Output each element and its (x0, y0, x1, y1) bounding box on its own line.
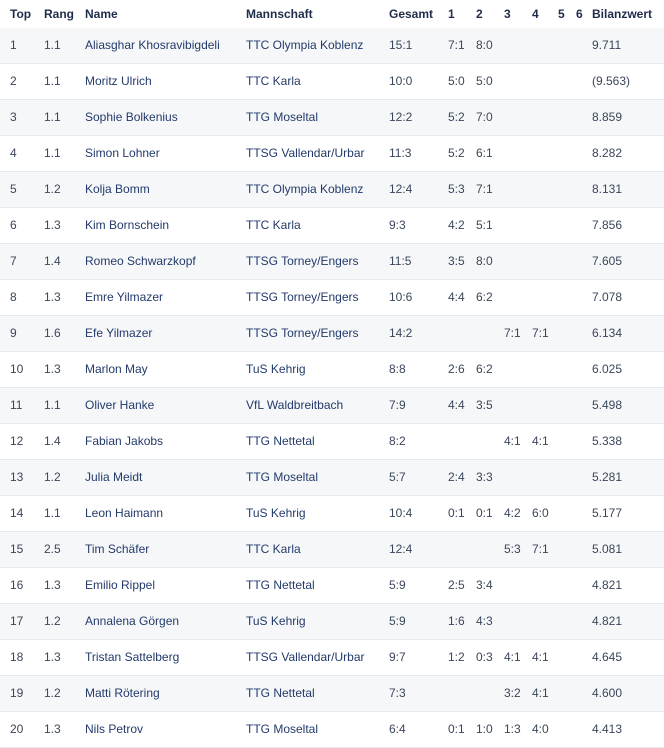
cell-top: 1 (10, 38, 17, 52)
cell-set-2: 4:3 (476, 614, 493, 628)
team-link[interactable]: TuS Kehrig (246, 506, 306, 520)
cell-bilanzwert: 8.282 (592, 146, 623, 160)
header-set-1[interactable]: 1 (448, 7, 455, 21)
cell-rang: 1.4 (44, 434, 61, 448)
cell-rang: 1.3 (44, 578, 61, 592)
player-link[interactable]: Tristan Sattelberg (85, 650, 180, 664)
header-team[interactable]: Mannschaft (246, 7, 313, 21)
player-link[interactable]: Kolja Bomm (85, 182, 150, 196)
cell-rang: 1.4 (44, 254, 61, 268)
cell-set-1: 7:1 (448, 38, 465, 52)
cell-set-2: 6:2 (476, 362, 493, 376)
cell-rang: 1.1 (44, 146, 61, 160)
table-row (0, 208, 664, 244)
cell-top: 3 (10, 110, 17, 124)
cell-set-3: 4:1 (504, 650, 521, 664)
table-row (0, 244, 664, 280)
team-link[interactable]: TTC Karla (246, 218, 301, 232)
cell-set-1: 4:4 (448, 398, 465, 412)
cell-rang: 1.1 (44, 38, 61, 52)
cell-bilanzwert: 4.821 (592, 614, 623, 628)
table-row (0, 100, 664, 136)
table-body (0, 28, 664, 748)
team-link[interactable]: TTC Karla (246, 74, 301, 88)
team-link[interactable]: TTG Moseltal (246, 722, 319, 736)
player-link[interactable]: Simon Lohner (85, 146, 160, 160)
table-row (0, 316, 664, 352)
table-row (0, 676, 664, 712)
cell-set-3: 4:1 (504, 434, 521, 448)
player-link[interactable]: Sophie Bolkenius (85, 110, 178, 124)
table-row (0, 640, 664, 676)
table-row (0, 28, 664, 64)
cell-top: 14 (10, 506, 24, 520)
player-link[interactable]: Emilio Rippel (85, 578, 156, 592)
cell-top: 8 (10, 290, 17, 304)
cell-gesamt: 9:3 (389, 218, 406, 232)
cell-set-2: 3:3 (476, 470, 493, 484)
table-row (0, 136, 664, 172)
team-link[interactable]: TTC Olympia Koblenz (246, 38, 364, 52)
player-link[interactable]: Matti Rötering (85, 686, 160, 700)
cell-gesamt: 11:5 (389, 254, 412, 268)
cell-set-4: 4:0 (532, 722, 549, 736)
header-name[interactable]: Name (85, 7, 118, 21)
cell-bilanzwert: 5.498 (592, 398, 623, 412)
team-link[interactable]: TTC Olympia Koblenz (246, 182, 364, 196)
team-link[interactable]: TTG Moseltal (246, 110, 319, 124)
cell-top: 4 (10, 146, 17, 160)
cell-top: 7 (10, 254, 17, 268)
cell-bilanzwert: 4.600 (592, 686, 623, 700)
team-link[interactable]: TTG Nettetal (246, 686, 315, 700)
cell-set-3: 1:3 (504, 722, 521, 736)
cell-set-1: 2:6 (448, 362, 465, 376)
cell-set-4: 7:1 (532, 542, 549, 556)
cell-top: 20 (10, 722, 24, 736)
cell-set-3: 7:1 (504, 326, 521, 340)
cell-set-3: 4:2 (504, 506, 521, 520)
team-link[interactable]: TuS Kehrig (246, 362, 306, 376)
cell-gesamt: 5:9 (389, 578, 406, 592)
cell-set-3: 3:2 (504, 686, 521, 700)
cell-set-2: 3:5 (476, 398, 493, 412)
cell-gesamt: 7:3 (389, 686, 406, 700)
cell-set-1: 1:2 (448, 650, 465, 664)
cell-gesamt: 8:8 (389, 362, 406, 376)
cell-set-4: 7:1 (532, 326, 549, 340)
cell-top: 6 (10, 218, 17, 232)
cell-set-2: 3:4 (476, 578, 493, 592)
cell-set-1: 5:0 (448, 74, 465, 88)
cell-bilanzwert: 5.281 (592, 470, 623, 484)
cell-rang: 1.3 (44, 650, 61, 664)
table-row (0, 388, 664, 424)
cell-top: 15 (10, 542, 24, 556)
cell-set-2: 1:0 (476, 722, 493, 736)
cell-gesamt: 6:4 (389, 722, 406, 736)
cell-set-4: 4:1 (532, 650, 549, 664)
cell-rang: 1.3 (44, 218, 61, 232)
player-link[interactable]: Moritz Ulrich (85, 74, 152, 88)
cell-gesamt: 8:2 (389, 434, 406, 448)
cell-rang: 1.3 (44, 362, 61, 376)
cell-set-1: 5:2 (448, 146, 465, 160)
team-link[interactable]: TTG Nettetal (246, 434, 315, 448)
cell-top: 18 (10, 650, 24, 664)
cell-set-1: 4:2 (448, 218, 465, 232)
cell-bilanzwert: 5.081 (592, 542, 623, 556)
cell-bilanzwert: (9.563) (592, 74, 631, 88)
cell-rang: 1.2 (44, 686, 61, 700)
cell-rang: 1.1 (44, 110, 61, 124)
player-link[interactable]: Tim Schäfer (85, 542, 150, 556)
team-link[interactable]: TTG Nettetal (246, 578, 315, 592)
cell-gesamt: 5:7 (389, 470, 406, 484)
cell-bilanzwert: 6.134 (592, 326, 623, 340)
cell-set-4: 6:0 (532, 506, 549, 520)
cell-bilanzwert: 7.856 (592, 218, 623, 232)
cell-bilanzwert: 6.025 (592, 362, 623, 376)
cell-rang: 1.6 (44, 326, 61, 340)
cell-set-2: 7:1 (476, 182, 493, 196)
cell-rang: 1.2 (44, 470, 61, 484)
cell-bilanzwert: 9.711 (592, 38, 622, 52)
cell-set-1: 5:2 (448, 110, 465, 124)
team-link[interactable]: TTSG Vallendar/Urbar (246, 650, 365, 664)
player-link[interactable]: Emre Yilmazer (85, 290, 164, 304)
cell-set-2: 7:0 (476, 110, 493, 124)
cell-rang: 1.2 (44, 182, 61, 196)
cell-gesamt: 10:6 (389, 290, 413, 304)
cell-bilanzwert: 8.859 (592, 110, 623, 124)
header-set-6[interactable]: 6 (576, 7, 583, 21)
cell-bilanzwert: 7.605 (592, 254, 623, 268)
cell-bilanzwert: 8.131 (592, 182, 623, 196)
cell-set-2: 0:3 (476, 650, 493, 664)
team-link[interactable]: VfL Waldbreitbach (246, 398, 344, 412)
cell-gesamt: 12:2 (389, 110, 413, 124)
header-top[interactable]: Top (10, 7, 32, 21)
table-row (0, 352, 664, 388)
table-row (0, 172, 664, 208)
table-row (0, 424, 664, 460)
cell-bilanzwert: 5.338 (592, 434, 623, 448)
cell-set-2: 8:0 (476, 254, 493, 268)
cell-top: 5 (10, 182, 17, 196)
header-set-3[interactable]: 3 (504, 7, 511, 21)
cell-gesamt: 11:3 (389, 146, 412, 160)
team-link[interactable]: TTSG Torney/Engers (246, 254, 359, 268)
player-link[interactable]: Julia Meidt (85, 470, 143, 484)
cell-rang: 1.1 (44, 74, 61, 88)
cell-set-3: 5:3 (504, 542, 521, 556)
cell-gesamt: 12:4 (389, 182, 413, 196)
cell-gesamt: 7:9 (389, 398, 406, 412)
cell-top: 17 (10, 614, 24, 628)
cell-bilanzwert: 5.177 (592, 506, 623, 520)
player-link[interactable]: Leon Haimann (85, 506, 164, 520)
cell-set-1: 3:5 (448, 254, 465, 268)
cell-set-2: 5:0 (476, 74, 493, 88)
table-row (0, 460, 664, 496)
team-link[interactable]: TTSG Torney/Engers (246, 326, 359, 340)
team-link[interactable]: TTSG Vallendar/Urbar (246, 146, 365, 160)
player-link[interactable]: Annalena Görgen (85, 614, 180, 628)
cell-set-2: 6:1 (476, 146, 493, 160)
cell-top: 2 (10, 74, 17, 88)
cell-set-4: 4:1 (532, 686, 549, 700)
player-link[interactable]: Nils Petrov (85, 722, 144, 736)
table-row (0, 712, 664, 748)
player-link[interactable]: Efe Yilmazer (85, 326, 153, 340)
player-link[interactable]: Oliver Hanke (85, 398, 155, 412)
header-rang[interactable]: Rang (44, 7, 74, 21)
cell-gesamt: 15:1 (389, 38, 413, 52)
cell-top: 10 (10, 362, 24, 376)
header-set-5[interactable]: 5 (558, 7, 565, 21)
cell-rang: 1.2 (44, 614, 61, 628)
cell-set-4: 4:1 (532, 434, 549, 448)
cell-set-1: 5:3 (448, 182, 465, 196)
player-link[interactable]: Fabian Jakobs (85, 434, 164, 448)
cell-set-1: 1:6 (448, 614, 465, 628)
cell-gesamt: 5:9 (389, 614, 406, 628)
header-gesamt[interactable]: Gesamt (389, 7, 434, 21)
cell-gesamt: 10:0 (389, 74, 413, 88)
cell-top: 19 (10, 686, 24, 700)
cell-gesamt: 10:4 (389, 506, 413, 520)
cell-set-1: 0:1 (448, 506, 465, 520)
header-bilanzwert[interactable]: Bilanzwert (592, 7, 653, 21)
cell-rang: 2.5 (44, 542, 61, 556)
cell-rang: 1.3 (44, 290, 61, 304)
cell-gesamt: 12:4 (389, 542, 413, 556)
player-link[interactable]: Aliasghar Khosravibigdeli (85, 38, 220, 52)
cell-set-1: 4:4 (448, 290, 465, 304)
header-set-2[interactable]: 2 (476, 7, 483, 21)
cell-gesamt: 9:7 (389, 650, 406, 664)
cell-rang: 1.1 (44, 506, 61, 520)
team-link[interactable]: TTG Moseltal (246, 470, 319, 484)
table-row (0, 568, 664, 604)
cell-set-2: 8:0 (476, 38, 493, 52)
cell-rang: 1.3 (44, 722, 61, 736)
table-row (0, 64, 664, 100)
cell-set-1: 0:1 (448, 722, 465, 736)
cell-set-1: 2:4 (448, 470, 465, 484)
team-link[interactable]: TTC Karla (246, 542, 301, 556)
cell-top: 12 (10, 434, 24, 448)
cell-top: 16 (10, 578, 24, 592)
player-link[interactable]: Romeo Schwarzkopf (85, 254, 196, 268)
player-link[interactable]: Marlon May (85, 362, 148, 376)
table-row (0, 280, 664, 316)
team-link[interactable]: TTSG Torney/Engers (246, 290, 359, 304)
cell-set-2: 5:1 (476, 218, 493, 232)
table-header (0, 0, 664, 28)
cell-rang: 1.1 (44, 398, 61, 412)
cell-bilanzwert: 4.821 (592, 578, 623, 592)
team-link[interactable]: TuS Kehrig (246, 614, 306, 628)
cell-bilanzwert: 4.413 (592, 722, 623, 736)
cell-top: 11 (10, 398, 23, 412)
table-row (0, 532, 664, 568)
cell-set-1: 2:5 (448, 578, 465, 592)
cell-bilanzwert: 4.645 (592, 650, 623, 664)
cell-set-2: 0:1 (476, 506, 493, 520)
cell-bilanzwert: 7.078 (592, 290, 623, 304)
header-set-4[interactable]: 4 (532, 7, 539, 21)
cell-set-2: 6:2 (476, 290, 493, 304)
cell-top: 13 (10, 470, 24, 484)
player-link[interactable]: Kim Bornschein (85, 218, 170, 232)
table-row (0, 604, 664, 640)
cell-top: 9 (10, 326, 17, 340)
cell-gesamt: 14:2 (389, 326, 413, 340)
table-row (0, 496, 664, 532)
